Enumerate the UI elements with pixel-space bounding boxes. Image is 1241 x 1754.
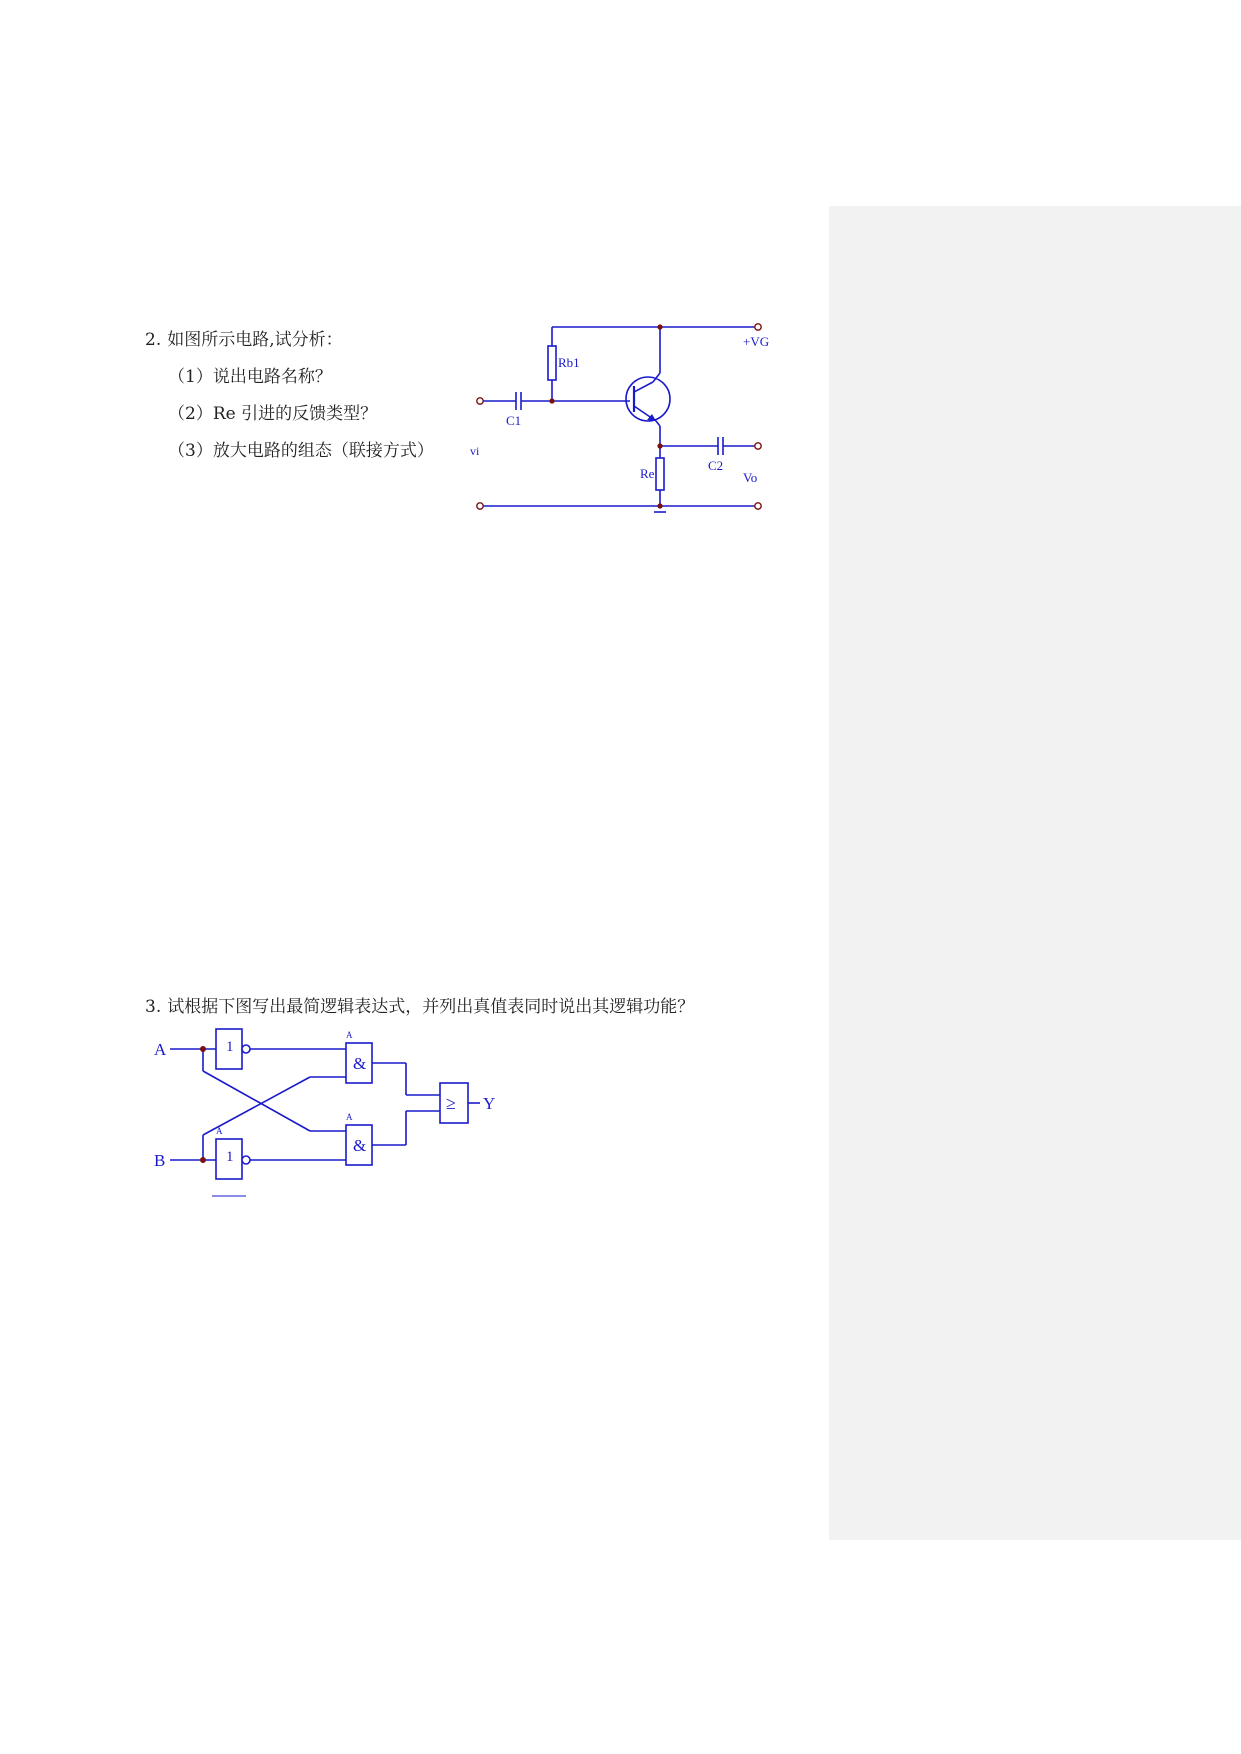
circuit-logic-gates [150,1025,510,1205]
re-resistor [656,458,664,490]
input-a-label: A [154,1040,167,1059]
not-top-symbol: 1 [226,1039,234,1055]
q2-sub-1: （1）说出电路名称？ [168,367,332,387]
c1-label: C1 [506,413,522,428]
circuit-emitter-follower [460,318,780,530]
and-top-symbol: & [353,1054,367,1073]
comment-pane [829,206,1241,1540]
and-bottom-tag: A [346,1112,353,1122]
q3-prompt: 3. 试根据下图写出最简逻辑表达式，并列出真值表同时说出其逻辑功能？ [145,997,695,1017]
vi-label: vi [470,444,480,458]
q2-sub-2: （2）Re 引进的反馈类型？ [168,404,378,424]
q2-number: 2. [145,330,162,350]
and-bottom-symbol: & [353,1136,367,1155]
or-symbol: ≥ [446,1093,456,1113]
input-b-label: B [154,1151,166,1170]
re-label: Re [640,466,655,481]
not-bottom-tag: A [216,1126,223,1136]
vcc-label: +VG [743,334,770,349]
rb1-label: Rb1 [558,355,580,370]
not-bottom-symbol: 1 [226,1149,234,1165]
rb1-resistor [548,346,556,380]
q2-sub-3: （3）放大电路的组态（联接方式） [168,441,434,461]
transistor-body [626,377,670,421]
c2-label: C2 [708,458,724,473]
q3-number: 3. [145,997,162,1017]
output-y-label: Y [483,1094,496,1113]
q2-prompt: 2. 如图所示电路,试分析： [145,330,343,350]
and-top-tag: A [346,1030,353,1040]
vo-label: Vo [743,470,758,485]
